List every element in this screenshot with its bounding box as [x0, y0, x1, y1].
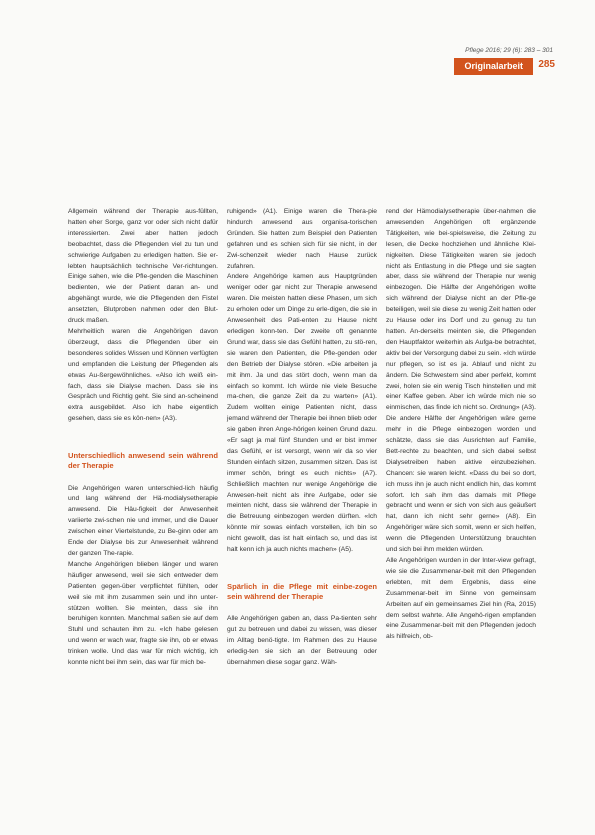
page-number: 285: [538, 59, 555, 70]
text-column-3: [386, 207, 536, 643]
paragraph: Alle Angehörigen wurden in der Inter-view gefragt, wie sie die Zusammenar-beit mit den Pflegenden erlebten, mit dem Ergebnis, dass eine Zusammenar-beit im Sinne von gemeinsam Arbeiten auf ein gemeinsames Ziel hin (Ra, 2015) dem selbst wahrte. Alle Angehö-rigen empfanden eine Zusammenar-beit mit den Pflegenden jedoch als hilfreich, ob-: [386, 557, 536, 641]
section-heading: Unterschiedlich anwesend sein während der Therapie: [68, 451, 218, 471]
paragraph: Andere Angehörige kamen aus Hauptgründen weniger oder gar nicht zur Therapie anwesend waren. Die meisten hatten diese Phasen, um sich zu erholen oder um Dinge zu erle-digen, die sie in Anwesenheit des Pati-enten zu Hause nicht erledigen konn-ten. Der zweite oft genannte Grund war, dass sie das Gefühl hatten, zu stö-ren, sie waren den Patienten, die Pfle-genden oder den Betrieb der Dialyse stören. «Die arbeiten ja mit ihm. Ja und das stört doch, wenn man da einfach so kommt. Ich würde nie viele Besuche ma-chen, die ganze Zeit da zu warten» (A1). Zudem wollten einige Patienten nicht, dass jemand während der Therapie bei ihnen blieb oder sie gaben ihren Ange-hörigen keinen Grund dazu. «Er sagt ja mal fünf Stunden und er bist immer das Gefühl, er ist versorgt, wenn wir da so vier Stunden einfach sitzen, zusammen sitzen. Das ist immer schön, bringt es euch nichts» (A7). Schließlich machten nur wenige Angehörige die Anwesen-heit nicht als ihre Aufgabe, oder sie meinten nicht, dass sie während der Therapie in die Betreuung einbezogen werden dürften. «Ich könnte mir sowas einfach vorstellen, ich bin so nicht gewollt, das ist halt einfach so, und das ist halt kenn ich ja auch nichts machen» (A5).: [227, 273, 377, 554]
text-column-1: [68, 207, 218, 669]
paragraph: rend der Hämodialysetherapie über-nahmen die anwesenden Angehörigen oft ergänzende Tätigkeiten, wie bei-spielsweise, die Zeitung zu lesen, die Decke hochziehen und ähnliche Klei-nigkeiten. Diese Tätigkeiten waren sie jedoch nicht als Entlastung in die Pflege und sie sagten aber, dass sie während der Therapie nur wenig einbezogen. Die Hälfte der Angehörigen wollte sich während der Dialyse nicht an der Pfle-ge beteiligen, weil sie diese zu wenig Zeit hatten oder zu Hause oder ins Dorf und zu genug zu tun hatten. An-derseits meinten sie, die Pflegenden den Hauptfaktor weiterhin als Aufga-be betrachtet, aktiv bei der Versorgung dabei zu sein. «Ich würde nur pflegen, so ist es ja. Ablauf und nicht zu ändern. Die Schwestern sind aber perfekt, kommt zwei, holen sie ein wenig Tisch hinstellen und mit einer Kaffee geben. Aber ich würde mich nie so einmischen, das finde ich nicht so. Ordnung» (A3). Die andere Hälfte der Angehörigen wäre gerne mehr in die Pflege einbezogen worden und schätzte, dass sie das Ausrichten auf Familie, Bett-rechte zu beachten, und sich dabei selbst Dialysetreiben haben aktive einzubeziehen. Chancen: sie waren leicht. «Dass du bei so dort, ich muss ihn je auch nicht endlich hin, das kommt sofort. Ich sah ihm das damals mit Pflege gebracht und wenn er sich von sich aus geäußert hat, dann ich nicht sehr gerne» (A8). Ein Angehöriger wäre sich somit, wenn er sich helfen, wenn die Pflegenden Unterstützung brauchten und sich bei ihm melden würden.: [386, 208, 536, 554]
journal-citation: Pflege 2016; 29 (6): 283 – 301: [465, 47, 553, 54]
paragraph: Alle Angehörigen gaben an, dass Pa-tienten sehr gut zu betreuen und dabei zu wissen, was dieser im Alltag benö-tigte. Im Rahmen des zu Hause erledig-ten sie sich an der Betreuung oder übernahmen diese sogar ganz. Wäh-: [227, 615, 377, 667]
paragraph: Die Angehörigen waren unterschied-lich häufig und lang während der Hä-modialysetherapie anwesend. Die Häu-figkeit der Anwesenheit variierte zwi-schen nie und immer, und die Dauer zwischen einer Viertelstunde, zu Be-ginn oder am Ende der Dialyse bis zur Anwesenheit während der ganzen The-rapie.: [68, 484, 218, 557]
page-header: [0, 0, 595, 80]
section-heading: Spärlich in die Pflege mit einbe-zogen sein während der Therapie: [227, 582, 377, 602]
paragraph: ruhigend» (A1). Einige waren die Thera-pie hindurch anwesend aus organisa-torischen Gründen. Sie hatten zum Beispiel den Patienten gefahren und es schien sich für sie nicht, in der Zwi-schenzeit wieder nach Hause zurück zufahren.: [227, 208, 377, 270]
section-badge: Originalarbeit: [454, 58, 533, 75]
paragraph: Allgemein während der Therapie aus-füllten, hatten eher Sorge, ganz vor oder sich nicht dafür interessierten. Zwei aber hatten jedoch beobachtet, dass die Pflegenden viel zu tun und schwierige Aufgaben zu erledigen hatten. Sie er-lebten hauptsächlich technische Ver-richtungen. Einige sahen, wie die Pfle-genden die Maschinen bedienten, wie der Patient daran an- und abgehängt wurde, wie die Pflegenden den Fistel ansetzten, Blutproben nahmen oder den Blut-druck maßen.: [68, 208, 218, 325]
paragraph: Mehrheitlich waren die Angehörigen davon überzeugt, dass die Pflegenden über ein besonderes solides Wissen und Können verfügten und empfanden die Leistung der Pflegenden als etwas Au-ßergewöhnliches. «Also ich weiß ein-fach, dass sie Dialyse machen. Dass sie ins Gespräch und Richtig geht. Sie sind an-scheinend extra ausgebildet. Also ich habe eigentlich gesehen, dass sie es kön-nen» (A3).: [68, 327, 218, 423]
text-column-2: [227, 207, 377, 669]
paragraph: Manche Angehörigen blieben länger und waren häufiger anwesend, weil sie sich entweder dem Patienten gegen-über verpflichtet fühlten, oder weil sie mit ihm zusammen sein und ihn unter-stützen wollten. Sie meinten, dass sie ihn beruhigen konnten. Manchmal saßen sie auf dem Stuhl und schauten ihm zu. «Ich habe gelesen und wenn er wach war, fragte sie ihn, ob er etwas trinken wolle. Und das war für mich wichtig, ich konnte nicht bei ihm sein, das war für mich be-: [68, 560, 218, 667]
